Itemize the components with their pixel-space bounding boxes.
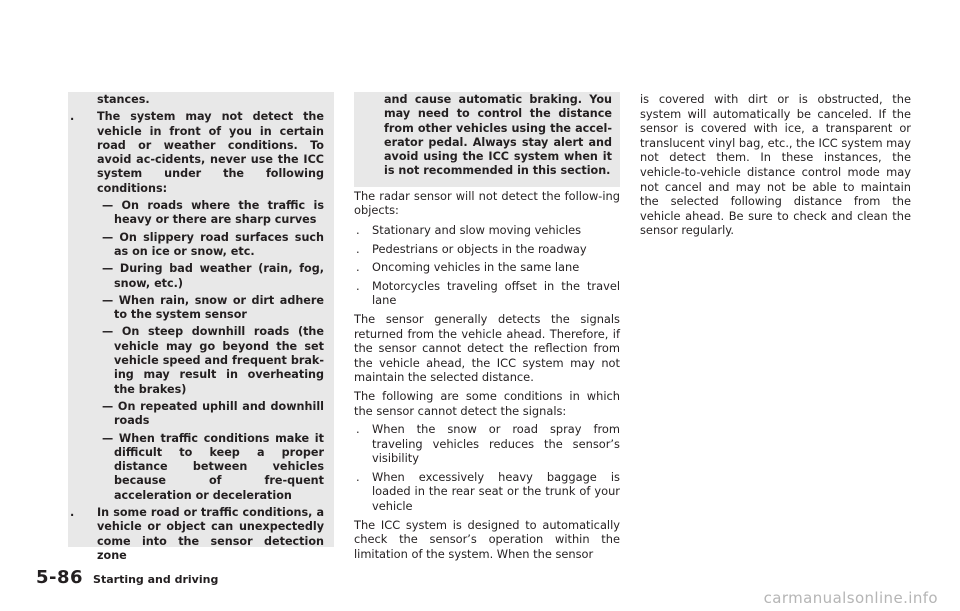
warning-bullet-1-text: The system may not detect the vehicle in front of you in certain road or weather conditions. To avoid ac-cidents, never use the ICC system under the following conditions:	[97, 110, 324, 195]
list-item	[354, 242, 620, 257]
column-middle	[354, 92, 620, 561]
list-item-text: When the snow or road spray from traveling vehicles reduces the sensor’s visibility	[372, 422, 620, 466]
list-item-text: Oncoming vehicles in the same lane	[372, 260, 580, 275]
paragraph-sensor-signals: The sensor generally detects the signals returned from the vehicle ahead. Therefore, if the sensor cannot detect the reflection from the vehicle ahead, the ICC system may not maintain the selected distance.	[354, 311, 620, 385]
condition-item: — On repeated uphill and downhill roads	[102, 399, 324, 428]
paragraph-icc-check: The ICC system is designed to automatically check the sensor’s operation within the limitation of the system. When the sensor	[354, 517, 620, 561]
list-item	[354, 422, 620, 466]
condition-item: — On steep downhill roads (the vehicle may go beyond the set vehicle speed and frequent brak-ing may result in overheating the brakes)	[102, 325, 324, 396]
list-item	[354, 260, 620, 275]
warning-continuation-text: and cause automatic braking. You may need to control the distance from other vehicles using the accel-erator pedal. Always stay alert and avoid using the ICC system when it is not recommended in this section.	[384, 93, 612, 178]
paragraph-radar-objects: The radar sensor will not detect the follow-ing objects:	[354, 188, 620, 218]
condition-item: — On roads where the traffic is heavy or there are sharp curves	[102, 199, 324, 227]
warning-bullet-1	[68, 110, 324, 196]
list-item-text: Pedestrians or objects in the roadway	[372, 241, 587, 256]
bullet-dot: .	[356, 260, 360, 275]
condition-item: — On slippery road surfaces such as on ice or snow, etc.	[102, 230, 324, 258]
list-item-text: Motorcycles traveling offset in the travel lane	[372, 278, 620, 308]
bullet-dot: .	[356, 469, 360, 484]
bullet-dot: .	[356, 278, 360, 293]
page-footer	[36, 567, 218, 588]
column-right	[640, 92, 911, 238]
paragraph-sensor-covered: is covered with dirt or is obstructed, the system will automatically be canceled. If the sensor is covered with ice, a transparent or translucent vinyl bag, etc., the ICC system may not detect them. In these instances, the vehicle-to-vehicle distance control mode may not cancel and may not be able to maintain the selected following distance from the vehicle ahead. Be sure to check and clean the sensor regularly.	[640, 92, 911, 238]
bullet-dot: .	[356, 222, 360, 237]
watermark: carmanualsonline.info	[763, 589, 938, 607]
warning-bullet-2	[68, 506, 324, 563]
list-item	[354, 470, 620, 514]
condition-item: — During bad weather (rain, fog, snow, etc.)	[102, 262, 324, 290]
bullet-dot: .	[356, 422, 360, 437]
list-item	[354, 279, 620, 308]
warning-lead-text: stances.	[97, 93, 150, 106]
list-item	[354, 223, 620, 238]
page-number: 5-86	[36, 567, 84, 588]
condition-item: — When rain, snow or dirt adhere to the system sensor	[102, 293, 324, 322]
bullet-dot: .	[70, 110, 75, 124]
list-item-text: Stationary and slow moving vehicles	[372, 222, 582, 237]
list-item-text: When excessively heavy baggage is loaded in the rear seat or the trunk of your vehicle	[372, 469, 620, 514]
bullet-dot: .	[356, 241, 360, 256]
warning-bullet-2-text: In some road or traffic conditions, a vehicle or object can unexpectedly come into the sensor detection zone	[97, 506, 324, 562]
bullet-dot: .	[70, 506, 75, 520]
warning-box-left	[68, 92, 334, 562]
paragraph-conditions: The following are some conditions in which the sensor cannot detect the signals:	[354, 388, 620, 418]
condition-item: — When traffic conditions make it difficult to keep a proper distance between vehicles because of fre-quent acceleration or deceleration	[102, 431, 324, 502]
section-title: Starting and driving	[93, 573, 219, 586]
